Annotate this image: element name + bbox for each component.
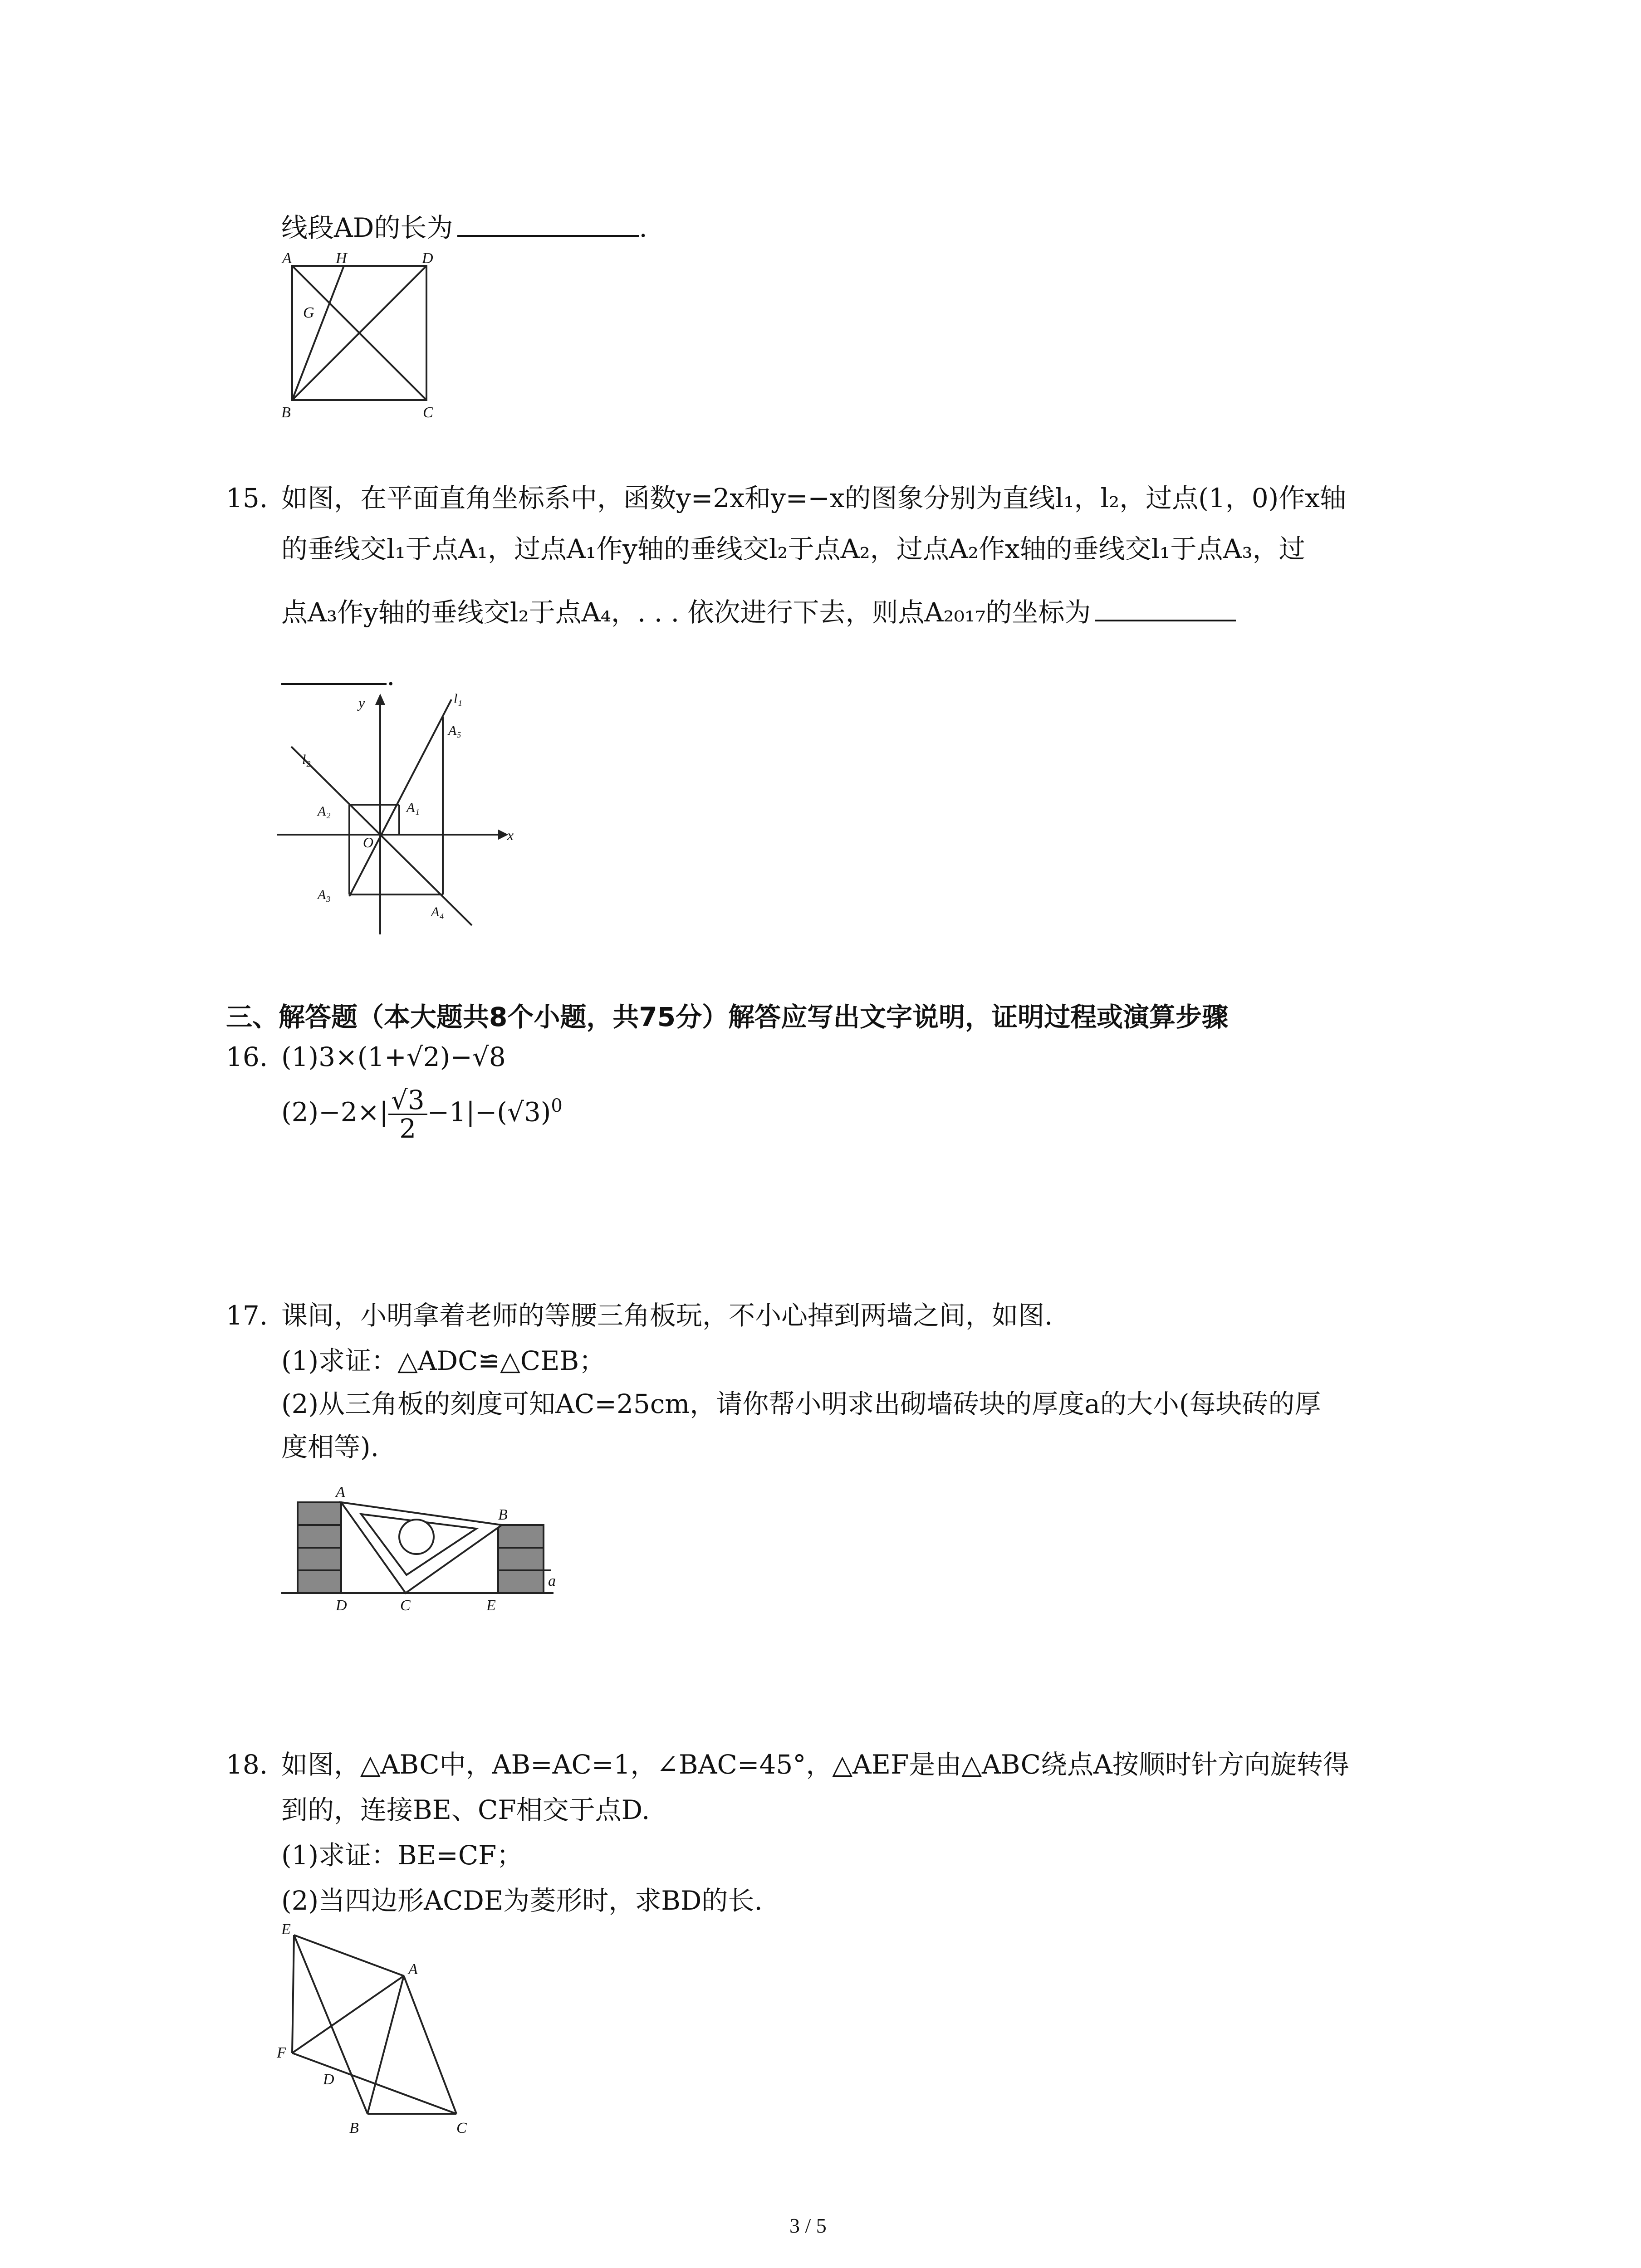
label-D: D [336,1597,347,1614]
page-number: 3 / 5 [789,2214,827,2237]
q14-answer-blank[interactable] [457,213,639,237]
q16-fraction-numerator: √3 [388,1086,427,1115]
q18-line1: 如图，△ABC中，AB=AC=1，∠BAC=45°，△AEF是由△ABC绕点A按顺时针方向旋转得 [281,1749,1349,1780]
q15-answer-blank-2[interactable] [281,661,387,685]
q15-line4 [281,658,395,694]
label-D: D [422,250,433,267]
q15-line2: 的垂线交l₁于点A₁，过点A₁作y轴的垂线交l₂于点A₂，过点A₂作x轴的垂线交l₁于点A₃，过 [281,533,1305,564]
label-F: F [277,2044,286,2061]
q14-tail [281,210,647,246]
figure-q18-rotated-triangles [272,1923,508,2141]
label-x: x [507,827,514,843]
label-A4: A₄ [431,904,444,919]
label-l2: l₂ [302,752,311,767]
label-A2: A₂ [318,804,331,819]
q15-number: 15. [226,483,268,513]
q16-exponent: 0 [551,1095,563,1117]
q18-line4: (2)当四边形ACDE为菱形时，求BD的长. [281,1885,763,1916]
label-y: y [358,694,365,711]
figure-q14-square [272,249,454,422]
q16-fraction-denominator: 2 [399,1113,416,1144]
q16-fraction [388,1086,427,1142]
q15-line3-text: 点A₃作y轴的垂线交l₂于点A₄，. . . 依次进行下去，则点A₂₀₁₇的坐标为 [281,597,1091,628]
label-B: B [349,2120,359,2136]
label-C: C [423,404,433,421]
q15-period: . [387,660,395,691]
q16-number: 16. [226,1041,268,1072]
label-A3: A₃ [318,887,331,902]
q17-line4: 度相等). [281,1432,379,1462]
label-E: E [281,1923,291,1938]
label-G: G [303,304,314,321]
q17-number: 17. [226,1300,268,1331]
label-B: B [281,404,291,421]
label-A: A [282,250,292,267]
q17-line1: 课间，小明拿着老师的等腰三角板玩，不小心掉到两墙之间，如图. [281,1300,1053,1331]
q15-answer-blank-1[interactable] [1095,598,1236,621]
label-l1: l₁ [454,691,462,706]
label-O: O [363,834,374,850]
label-C: C [456,2120,467,2136]
q15-line1: 如图，在平面直角坐标系中，函数y=2x和y=−x的图象分别为直线l₁，l₂，过点(1，0)作x轴 [281,483,1347,513]
q16-part1: (1)3×(1+√2)−√8 [281,1041,506,1072]
label-H: H [336,250,347,267]
q18-number: 18. [226,1749,268,1780]
q14-period: . [639,212,647,243]
figure-q17-triangle-between-walls [272,1474,581,1624]
q16-part2-suffix: −1|−(√3) [427,1096,551,1128]
q15-line3 [281,594,1236,631]
label-A: A [336,1484,345,1501]
label-C: C [400,1597,411,1614]
section-3-heading: 三、解答题（本大题共8个小题，共75分）解答应写出文字说明，证明过程或演算步骤 [226,1002,1229,1032]
figure-q15-coordinate-plane [272,689,526,943]
label-D: D [323,2071,334,2088]
q17-line3: (2)从三角板的刻度可知AC=25cm，请你帮小明求出砌墙砖块的厚度a的大小(每块砖的厚 [281,1388,1321,1419]
label-E: E [486,1597,496,1614]
q16-part2-prefix: (2)−2×| [281,1096,388,1128]
q18-line3: (1)求证：BE=CF； [281,1840,523,1871]
q14-tail-text: 线段AD的长为 [281,212,453,243]
q17-line2: (1)求证：△ADC≌△CEB； [281,1345,606,1376]
q16-part2 [281,1086,563,1142]
line-l1 [349,699,451,896]
label-B: B [498,1506,508,1523]
label-A5: A₅ [448,723,461,738]
label-A: A [408,1961,418,1978]
label-A1: A₁ [407,800,420,815]
q18-line2: 到的，连接BE、CF相交于点D. [281,1794,650,1825]
label-a: a [548,1573,556,1589]
